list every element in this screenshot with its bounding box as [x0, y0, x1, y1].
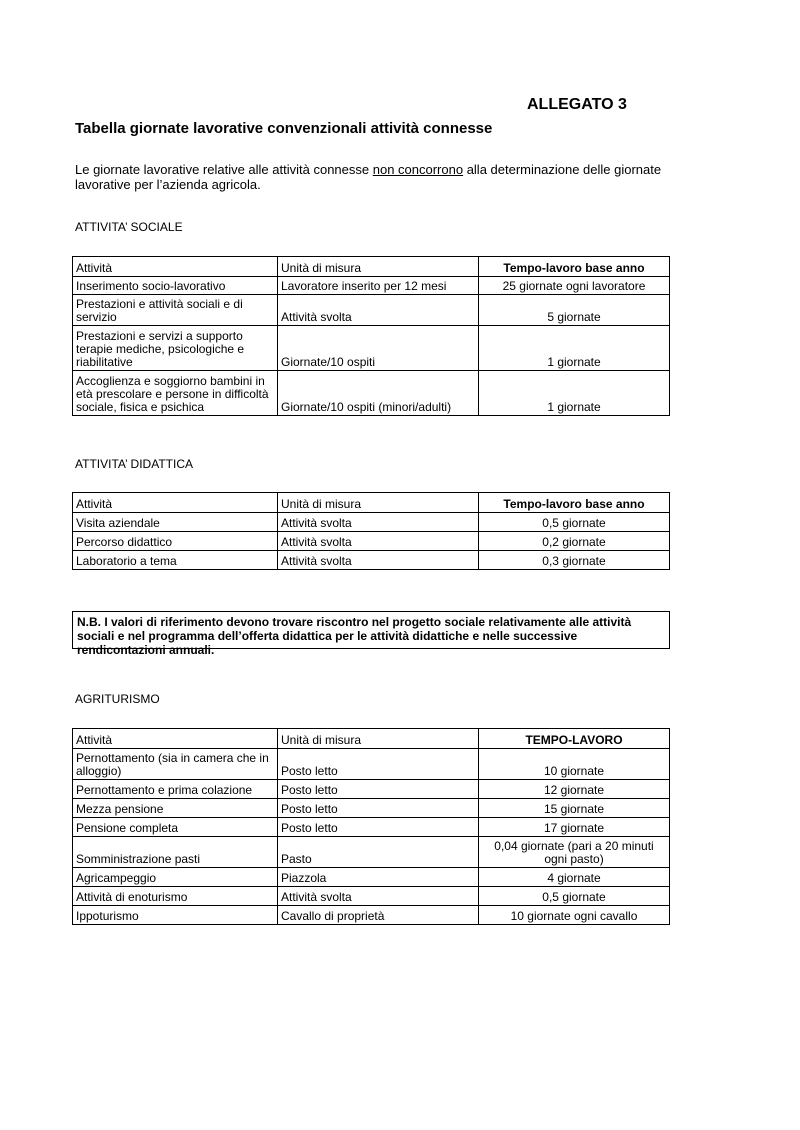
cell-unita: Posto letto — [278, 780, 479, 799]
cell-unita: Attività svolta — [278, 295, 479, 326]
cell-attivita: Mezza pensione — [73, 799, 278, 818]
table-row — [73, 887, 670, 906]
cell-attivita: Laboratorio a tema — [73, 551, 278, 570]
section-title-sociale: ATTIVITA’ SOCIALE — [75, 220, 183, 234]
section-title-didattica: ATTIVITA’ DIDATTICA — [75, 457, 193, 471]
table-row — [73, 818, 670, 837]
header-cell-unita: Unità di misura — [278, 493, 479, 513]
cell-unita: Posto letto — [278, 818, 479, 837]
reference-note: N.B. I valori di riferimento devono trovare riscontro nel progetto sociale relativamente alle attività sociali e nel programma dell’offerta didattica per le attività didattiche e nelle successive rendicontazioni annuali. — [72, 611, 670, 649]
cell-unita: Attività svolta — [278, 532, 479, 551]
table-row — [73, 513, 670, 532]
header-cell-tempo: Tempo-lavoro base anno — [479, 493, 670, 513]
table-row — [73, 868, 670, 887]
cell-attivita: Pernottamento e prima colazione — [73, 780, 278, 799]
cell-tempo: 4 giornate — [479, 868, 670, 887]
cell-attivita: Pensione completa — [73, 818, 278, 837]
cell-unita: Attività svolta — [278, 887, 479, 906]
cell-unita: Posto letto — [278, 799, 479, 818]
cell-unita: Pasto — [278, 837, 479, 868]
table-header-row — [73, 257, 670, 277]
table-row — [73, 532, 670, 551]
cell-unita: Piazzola — [278, 868, 479, 887]
table-row — [73, 780, 670, 799]
table-row — [73, 326, 670, 371]
cell-unita: Giornate/10 ospiti — [278, 326, 479, 371]
header-cell-tempo: TEMPO-LAVORO — [479, 729, 670, 749]
cell-attivita: Ippoturismo — [73, 906, 278, 925]
table-row — [73, 277, 670, 295]
table-didattica — [72, 492, 670, 570]
cell-attivita: Pernottamento (sia in camera che in alloggio) — [73, 749, 278, 780]
cell-tempo: 10 giornate ogni cavallo — [479, 906, 670, 925]
section-title-agriturismo: AGRITURISMO — [75, 692, 160, 706]
table-sociale — [72, 256, 670, 416]
table-row — [73, 906, 670, 925]
cell-tempo: 0,2 giornate — [479, 532, 670, 551]
allegato-label: ALLEGATO 3 — [527, 96, 627, 113]
header-cell-attivita: Attività — [73, 257, 278, 277]
document-title: Tabella giornate lavorative convenzionali attività connesse — [75, 120, 493, 137]
cell-tempo: 0,5 giornate — [479, 513, 670, 532]
table-agriturismo — [72, 728, 670, 925]
cell-attivita: Prestazioni e attività sociali e di servizio — [73, 295, 278, 326]
cell-tempo: 0,04 giornate (pari a 20 minuti ogni pasto) — [479, 837, 670, 868]
cell-attivita: Inserimento socio-lavorativo — [73, 277, 278, 295]
cell-unita: Lavoratore inserito per 12 mesi — [278, 277, 479, 295]
cell-attivita: Somministrazione pasti — [73, 837, 278, 868]
cell-attivita: Prestazioni e servizi a supporto terapie mediche, psicologiche e riabilitative — [73, 326, 278, 371]
header-cell-attivita: Attività — [73, 729, 278, 749]
table-row — [73, 749, 670, 780]
cell-attivita: Percorso didattico — [73, 532, 278, 551]
cell-attivita: Visita aziendale — [73, 513, 278, 532]
header-cell-unita: Unità di misura — [278, 729, 479, 749]
cell-tempo: 5 giornate — [479, 295, 670, 326]
table-row — [73, 837, 670, 868]
cell-tempo: 1 giornate — [479, 326, 670, 371]
cell-unita: Giornate/10 ospiti (minori/adulti) — [278, 371, 479, 416]
cell-tempo: 25 giornate ogni lavoratore — [479, 277, 670, 295]
cell-unita: Attività svolta — [278, 551, 479, 570]
cell-attivita: Attività di enoturismo — [73, 887, 278, 906]
intro-text-before: Le giornate lavorative relative alle attività connesse — [75, 162, 373, 177]
cell-attivita: Agricampeggio — [73, 868, 278, 887]
table-row — [73, 551, 670, 570]
cell-tempo: 0,5 giornate — [479, 887, 670, 906]
header-cell-tempo: Tempo-lavoro base anno — [479, 257, 670, 277]
table-row — [73, 295, 670, 326]
cell-tempo: 17 giornate — [479, 818, 670, 837]
intro-text-after: alla determinazione delle giornate lavorative per l’azienda agricola. — [75, 162, 662, 192]
intro-underlined-text: non concorrono — [372, 162, 464, 177]
cell-tempo: 0,3 giornate — [479, 551, 670, 570]
cell-unita: Posto letto — [278, 749, 479, 780]
cell-tempo: 1 giornate — [479, 371, 670, 416]
header-cell-attivita: Attività — [73, 493, 278, 513]
cell-tempo: 15 giornate — [479, 799, 670, 818]
header-cell-unita: Unità di misura — [278, 257, 479, 277]
cell-unita: Cavallo di proprietà — [278, 906, 479, 925]
cell-attivita: Accoglienza e soggiorno bambini in età prescolare e persone in difficoltà sociale, fisica e psichica — [73, 371, 278, 416]
table-header-row — [73, 729, 670, 749]
table-row — [73, 371, 670, 416]
table-row — [73, 799, 670, 818]
table-header-row — [73, 493, 670, 513]
cell-unita: Attività svolta — [278, 513, 479, 532]
intro-paragraph — [75, 162, 675, 192]
cell-tempo: 10 giornate — [479, 749, 670, 780]
cell-tempo: 12 giornate — [479, 780, 670, 799]
